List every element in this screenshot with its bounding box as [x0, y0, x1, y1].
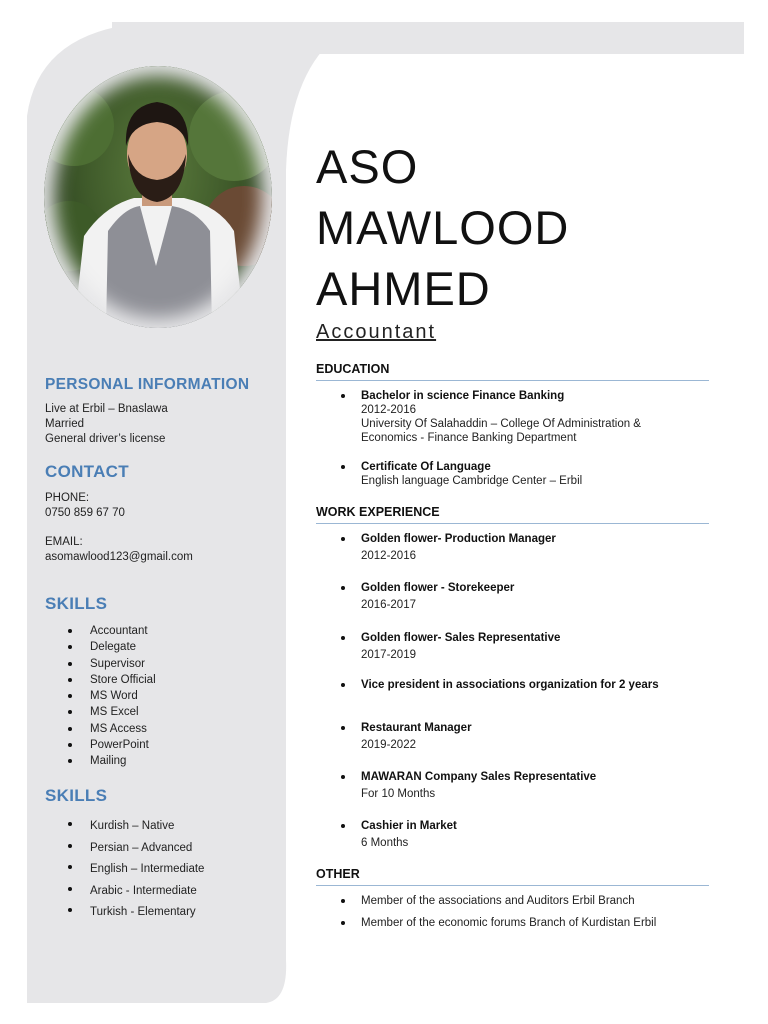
language-skills-section: [45, 786, 275, 924]
other-entry: [316, 916, 716, 930]
entry-title: Golden flower- Production Manager: [361, 533, 556, 545]
personal-info-section: [45, 376, 275, 447]
contact-section: [45, 462, 275, 565]
language-item: English – Intermediate: [45, 859, 275, 881]
bullet-icon: [341, 824, 345, 828]
education-heading: EDUCATION: [316, 362, 709, 381]
entry-title: Restaurant Manager: [361, 722, 472, 734]
entry-title: Bachelor in science Finance Banking: [361, 390, 565, 402]
skills-list: [45, 623, 275, 770]
entry-note: English language Cambridge Center – Erbil: [361, 475, 583, 487]
other-heading: OTHER: [316, 867, 709, 886]
bullet-icon: [341, 465, 345, 469]
name-line: ASO: [316, 140, 419, 193]
personal-info-heading: PERSONAL INFORMATION: [45, 376, 250, 393]
bullet-icon: [341, 394, 345, 398]
entry-title: MAWARAN Company Sales Representative: [361, 771, 597, 783]
skill-item: MS Access: [45, 721, 275, 737]
entry-years: 2019-2022: [361, 739, 416, 751]
entry-years: 2016-2017: [361, 599, 416, 611]
phone-value[interactable]: 0750 859 67 70: [45, 507, 125, 519]
bullet-icon: [341, 636, 345, 640]
bullet-icon: [341, 537, 345, 541]
entry-title: Golden flower - Storekeeper: [361, 582, 515, 594]
language-skills-heading: SKILLS: [45, 786, 108, 805]
contact-heading: CONTACT: [45, 462, 129, 481]
language-item: Arabic - Intermediate: [45, 881, 275, 903]
language-list: [45, 816, 275, 924]
bullet-icon: [341, 775, 345, 779]
candidate-name: [316, 136, 569, 319]
work-entry: [316, 721, 716, 752]
profile-photo: [44, 66, 272, 328]
email-value[interactable]: asomawlood123@gmail.com: [45, 551, 193, 563]
entry-duration: 6 Months: [361, 837, 409, 849]
entry-years: 2012-2016: [361, 404, 416, 416]
name-line: AHMED: [316, 262, 491, 315]
skill-item: Supervisor: [45, 656, 275, 672]
entry-note: University Of Salahaddin – College Of Administration &: [361, 418, 641, 430]
email-label: EMAIL:: [45, 536, 83, 548]
personal-info-line: General driver’s license: [45, 433, 166, 445]
skills-heading: SKILLS: [45, 594, 108, 613]
other-item: Member of the economic forums Branch of Kurdistan Erbil: [361, 917, 657, 929]
work-entry: [316, 532, 716, 563]
language-item: Persian – Advanced: [45, 838, 275, 860]
language-item: Turkish - Elementary: [45, 902, 275, 924]
other-entry: [316, 894, 716, 908]
work-entry: [316, 581, 716, 612]
personal-info-line: Married: [45, 418, 84, 430]
entry-title: Golden flower- Sales Representative: [361, 632, 561, 644]
entry-duration: For 10 Months: [361, 788, 436, 800]
other-item: Member of the associations and Auditors Erbil Branch: [361, 895, 635, 907]
language-item: Kurdish – Native: [45, 816, 275, 838]
skill-item: MS Excel: [45, 704, 275, 720]
work-entry: [316, 678, 716, 692]
work-entry: [316, 631, 716, 662]
skill-item: Mailing: [45, 753, 275, 769]
personal-info-line: Live at Erbil – Bnaslawa: [45, 403, 168, 415]
work-entry: [316, 770, 716, 801]
entry-years: 2012-2016: [361, 550, 416, 562]
skills-section: [45, 594, 275, 770]
entry-title: Certificate Of Language: [361, 461, 491, 473]
photo-vignette: [44, 66, 272, 328]
skill-item: Delegate: [45, 639, 275, 655]
skill-item: Store Official: [45, 672, 275, 688]
skill-item: MS Word: [45, 688, 275, 704]
skill-item: PowerPoint: [45, 737, 275, 753]
bullet-icon: [341, 921, 345, 925]
education-entry: [316, 460, 716, 488]
entry-title: Vice president in associations organization for 2 years: [361, 679, 659, 691]
bullet-icon: [341, 586, 345, 590]
bullet-icon: [341, 899, 345, 903]
work-experience-heading: WORK EXPERIENCE: [316, 505, 709, 524]
phone-label: PHONE:: [45, 492, 90, 504]
entry-years: 2017-2019: [361, 649, 416, 661]
name-line: MAWLOOD: [316, 201, 570, 254]
bullet-icon: [341, 683, 345, 687]
entry-note: Economics - Finance Banking Department: [361, 432, 577, 444]
bullet-icon: [341, 726, 345, 730]
job-title: Accountant: [316, 321, 437, 343]
work-entry: [316, 819, 716, 850]
skill-item: Accountant: [45, 623, 275, 639]
education-entry: [316, 389, 716, 445]
entry-title: Cashier in Market: [361, 820, 457, 832]
